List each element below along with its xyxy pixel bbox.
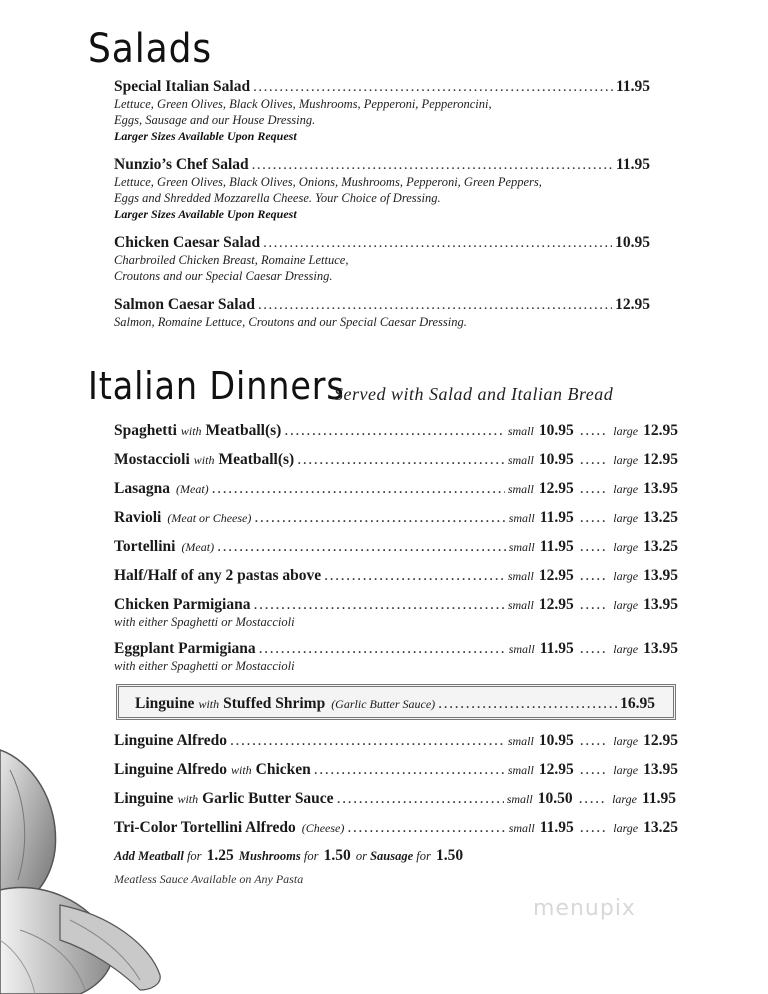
item-name: Nunzio’s Chef Salad xyxy=(114,156,249,173)
item-price: 16.95 xyxy=(620,695,655,712)
small-price: 12.95 xyxy=(538,567,574,584)
item-description: with either Spaghetti or Mostaccioli xyxy=(114,615,295,629)
large-label: large xyxy=(613,482,639,496)
large-price: 13.25 xyxy=(643,538,678,555)
small-price: 11.95 xyxy=(539,538,574,555)
addon-mushrooms: Mushrooms xyxy=(238,849,301,863)
small-price: 10.95 xyxy=(538,451,574,468)
menu-item: Ravioli (Meat or Cheese) ..... small 11.95 ..... large 13.25 xyxy=(114,509,678,527)
addon-price: 1.50 xyxy=(436,847,464,864)
menu-item: Linguine Alfredo with Chicken ..... small 12.95 ..... large 13.95 xyxy=(114,761,678,779)
item-description: Croutons and our Special Caesar Dressing. xyxy=(114,269,333,283)
large-label: large xyxy=(613,821,639,835)
small-price: 11.95 xyxy=(539,819,574,836)
item-note: Larger Sizes Available Upon Request xyxy=(114,207,297,221)
or-label: or xyxy=(355,849,367,863)
addon-meatball: Meatball xyxy=(137,849,184,863)
small-label: small xyxy=(506,792,533,806)
watermark: menupix xyxy=(533,896,636,921)
small-label: small xyxy=(508,540,535,554)
large-price: 12.95 xyxy=(643,422,678,439)
small-label: small xyxy=(508,511,535,525)
menu-item: Linguine Alfredo ..... small 10.95 ..... large 12.95 xyxy=(114,732,678,750)
small-label: small xyxy=(507,424,534,438)
item-name: Chicken Caesar Salad xyxy=(114,234,261,251)
item-price: 12.95 xyxy=(615,296,650,313)
item-name: Special Italian Salad xyxy=(114,78,251,95)
item-addition: Meatball(s) xyxy=(218,451,295,468)
meatless-note: Meatless Sauce Available on Any Pasta xyxy=(114,872,304,886)
small-label: small xyxy=(508,642,535,656)
item-description: Eggs and Shredded Mozzarella Cheese. Your Choice of Dressing. xyxy=(114,191,441,205)
with-label: with xyxy=(193,453,215,467)
small-price: 12.95 xyxy=(538,480,574,497)
small-price: 10.95 xyxy=(538,422,574,439)
item-qualifier: (Cheese) xyxy=(301,821,345,835)
small-price: 10.95 xyxy=(538,732,574,749)
for-label: for xyxy=(416,849,431,863)
large-price: 11.95 xyxy=(641,790,676,807)
item-price: 10.95 xyxy=(615,234,650,251)
menu-item xyxy=(114,296,650,330)
small-price: 10.50 xyxy=(537,790,573,807)
large-label: large xyxy=(613,453,639,467)
item-description: Salmon, Romaine Lettuce, Croutons and our Special Caesar Dressing. xyxy=(114,315,467,329)
small-label: small xyxy=(507,453,534,467)
small-price: 12.95 xyxy=(538,761,574,778)
item-name: Tri-Color Tortellini Alfredo xyxy=(114,819,296,836)
small-price: 11.95 xyxy=(539,640,574,657)
large-label: large xyxy=(613,763,639,777)
with-label: with xyxy=(177,792,199,806)
item-name: Ravioli xyxy=(114,509,162,526)
item-name: Linguine Alfredo xyxy=(114,761,227,778)
small-price: 12.95 xyxy=(538,596,574,613)
item-addition: Chicken xyxy=(255,761,311,778)
menu-item: Lasagna (Meat) ..... small 12.95 ..... large 13.95 xyxy=(114,480,678,498)
large-label: large xyxy=(613,569,639,583)
dinners-title: Italian Dinners xyxy=(88,364,345,408)
large-price: 13.95 xyxy=(643,567,678,584)
item-addition: Garlic Butter Sauce xyxy=(202,790,334,807)
item-name: Linguine xyxy=(114,790,174,807)
addon-price: 1.25 xyxy=(206,847,234,864)
item-name: Linguine Alfredo xyxy=(114,732,227,749)
item-name: Salmon Caesar Salad xyxy=(114,296,255,313)
item-addition: Stuffed Shrimp xyxy=(223,695,326,712)
item-qualifier: (Garlic Butter Sauce) xyxy=(331,697,436,711)
large-price: 13.95 xyxy=(643,761,678,778)
large-label: large xyxy=(613,642,639,656)
menu-item: Tri-Color Tortellini Alfredo (Cheese) ..... small 11.95 ..... large 13.25 xyxy=(114,819,678,837)
item-name: Half/Half of any 2 pastas above xyxy=(114,567,322,584)
small-label: small xyxy=(507,569,534,583)
large-price: 13.95 xyxy=(643,640,678,657)
menu-item xyxy=(114,78,650,144)
dinners-subtitle: Served with Salad and Italian Bread xyxy=(334,384,614,404)
item-name: Mostaccioli xyxy=(114,451,190,468)
item-name: Eggplant Parmigiana xyxy=(114,640,256,657)
large-label: large xyxy=(613,540,639,554)
small-label: small xyxy=(507,482,534,496)
small-label: small xyxy=(507,734,534,748)
item-description: Lettuce, Green Olives, Black Olives, Mushrooms, Pepperoni, Pepperoncini, xyxy=(114,97,492,111)
for-label: for xyxy=(186,849,202,863)
large-label: large xyxy=(613,511,639,525)
item-note: Larger Sizes Available Upon Request xyxy=(114,129,297,143)
with-label: with xyxy=(180,424,202,438)
large-price: 12.95 xyxy=(643,451,678,468)
item-description: with either Spaghetti or Mostaccioli xyxy=(114,659,295,673)
large-label: large xyxy=(613,424,639,438)
item-price: 11.95 xyxy=(615,78,650,95)
large-price: 12.95 xyxy=(643,732,678,749)
large-price: 13.95 xyxy=(643,480,678,497)
item-qualifier: (Meat) xyxy=(181,540,215,554)
small-label: small xyxy=(507,763,534,777)
item-name: Chicken Parmigiana xyxy=(114,596,251,613)
small-price: 11.95 xyxy=(539,509,574,526)
large-price: 13.25 xyxy=(643,819,678,836)
addon-price: 1.50 xyxy=(323,847,351,864)
menu-item xyxy=(114,156,650,222)
addons-prefix: Add xyxy=(114,849,135,863)
addon-sausage: Sausage xyxy=(370,849,414,863)
item-name: Linguine xyxy=(135,695,195,712)
menu-item: Mostaccioli with Meatball(s) ..... small 10.95 ..... large 12.95 xyxy=(114,451,678,469)
item-description: Eggs, Sausage and our House Dressing. xyxy=(114,113,316,127)
salads-title: Salads xyxy=(88,26,212,72)
for-label: for xyxy=(303,849,319,863)
item-qualifier: (Meat or Cheese) xyxy=(167,511,252,525)
menu-item: Eggplant Parmigiana ..... small 11.95 ..... large 13.95 with either Spaghetti or Mostaccioli xyxy=(114,640,678,674)
menu-item xyxy=(114,234,650,284)
item-qualifier: (Meat) xyxy=(176,482,209,496)
garlic-illustration-icon xyxy=(0,740,190,994)
large-price: 13.25 xyxy=(643,509,678,526)
item-description: Lettuce, Green Olives, Black Olives, Onions, Mushrooms, Pepperoni, Green Peppers, xyxy=(114,175,542,189)
menu-item: Half/Half of any 2 pastas above ..... small 12.95 ..... large 13.95 xyxy=(114,567,678,585)
menu-item: Chicken Parmigiana ..... small 12.95 ..... large 13.95 with either Spaghetti or Mostaccioli xyxy=(114,596,678,630)
item-name: Spaghetti xyxy=(114,422,177,439)
large-label: large xyxy=(612,792,637,806)
small-label: small xyxy=(507,598,534,612)
menu-item: Tortellini (Meat) ..... small 11.95 ..... large 13.25 xyxy=(114,538,678,556)
menu-item: Spaghetti with Meatball(s) ..... small 10.95 ..... large 12.95 xyxy=(114,422,678,440)
item-addition: Meatball(s) xyxy=(205,422,282,439)
menu-item: Linguine with Garlic Butter Sauce ..... small 10.50 ..... large 11.95 xyxy=(114,790,676,808)
small-label: small xyxy=(508,821,535,835)
item-name: Lasagna xyxy=(114,480,170,497)
item-name: Tortellini xyxy=(114,538,176,555)
large-label: large xyxy=(613,598,639,612)
featured-item-box xyxy=(116,684,676,720)
large-label: large xyxy=(613,734,639,748)
item-price: 11.95 xyxy=(615,156,650,173)
large-price: 13.95 xyxy=(643,596,678,613)
item-description: Charbroiled Chicken Breast, Romaine Lettuce, xyxy=(114,253,349,267)
with-label: with xyxy=(198,697,220,711)
with-label: with xyxy=(230,763,252,777)
